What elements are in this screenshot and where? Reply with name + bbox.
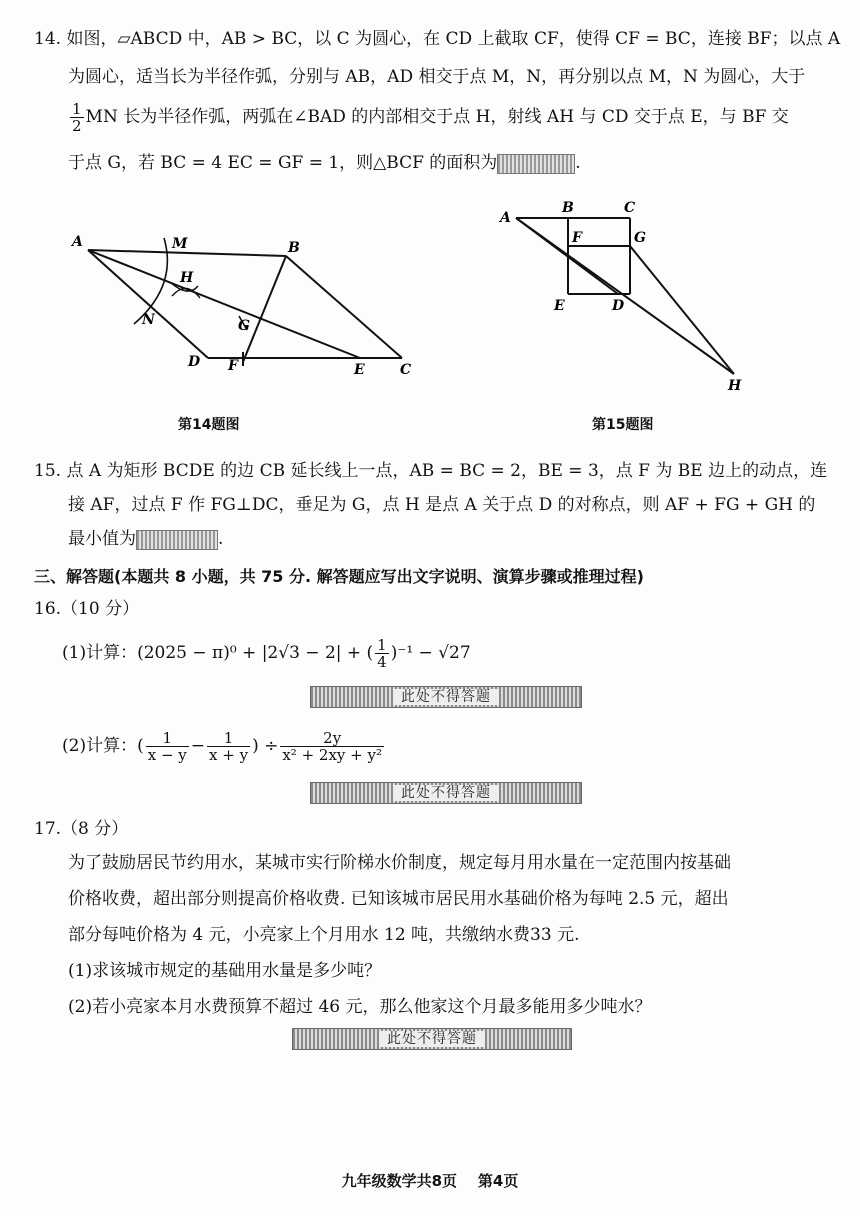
q14-line1: 14. 如图，▱ABCD 中，AB > BC，以 C 为圆心，在 CD 上截取 CF，使得 CF = BC，连接 BF；以点 A [34, 29, 841, 49]
fig15-label-c: C [624, 200, 636, 216]
figure-14 [60, 222, 420, 392]
fig15-caption: 第15题图 [592, 417, 654, 433]
fig15-label-h: H [728, 378, 742, 394]
q16-part2: (2)计算：( $\frac{1}{x - y}$ − $\frac{1}{x + y}$ ) ÷ $\frac{2y}{\text{x² + 2xy + y²}}$ [62, 729, 382, 764]
figure-15 [494, 196, 754, 396]
ray-ae [88, 250, 360, 358]
page-footer: 九年级数学共8页 第4页 [341, 1172, 519, 1190]
fig14-label-h: H [180, 270, 194, 286]
fig14-label-m: M [172, 236, 188, 252]
fig14-label-e: E [354, 362, 365, 378]
q15-line3: 最小值为 . [68, 529, 224, 549]
q16-part1: (1)计算：(2025 − π)⁰ + |2√3 − 2| + ( $\frac{1}{4}$ )⁻¹ − √27 [62, 636, 471, 671]
segment-ah [516, 218, 734, 374]
q15-line2: 接 AF，过点 F 作 FG⊥DC，垂足为 G，点 H 是点 A 关于点 D 的对称点，则 AF + FG + GH 的 [68, 495, 816, 515]
no-answer-band-2: 此处不得答题 [310, 782, 582, 804]
fig14-label-a: A [72, 234, 83, 250]
fig14-label-b: B [288, 240, 300, 256]
section-3-title: 三、解答题(本题共 8 小题，共 75 分. 解答题应写出文字说明、演算步骤或推理过程) [34, 567, 644, 586]
fig14-label-d: D [188, 354, 201, 370]
q17-line1: 为了鼓励居民节约用水，某城市实行阶梯水价制度，规定每月用水量在一定范围内按基础 [68, 853, 731, 873]
edge-bc [286, 256, 402, 358]
fig14-caption: 第14题图 [178, 417, 240, 433]
fig15-label-a: A [500, 210, 511, 226]
fig14-label-c: C [400, 362, 412, 378]
fig15-label-d: D [612, 298, 625, 314]
q14-answer-blank [497, 154, 575, 174]
q15-answer-blank [136, 530, 218, 550]
fig14-label-g: G [238, 318, 250, 334]
q16-header: 16.（10 分） [34, 599, 140, 619]
q14-fraction-half: $\frac{1}{2}$ [72, 100, 82, 135]
q15-line1: 15. 点 A 为矩形 BCDE 的边 CB 延长线上一点，AB = BC = 2，BE = 3，点 F 为 BE 边上的动点，连 [34, 461, 828, 481]
fig14-label-n: N [142, 312, 155, 328]
q14-line3: $\frac{1}{2}$ MN 长为半径作弧，两弧在∠BAD 的内部相交于点 H，射线 AH 与 CD 交于点 E，与 BF 交 [72, 100, 789, 135]
q17-sub1: (1)求该城市规定的基础用水量是多少吨？ [68, 961, 382, 981]
q14-line4: 于点 G，若 BC = 4 EC = GF = 1，则△BCF 的面积为 . [68, 153, 581, 173]
q17-header: 17.（8 分） [34, 819, 129, 839]
fig15-label-e: E [554, 298, 565, 314]
q14-line2: 为圆心，适当长为半径作弧，分别与 AB，AD 相交于点 M，N，再分别以点 M，N 为圆心，大于 [68, 67, 806, 87]
no-answer-band-3: 此处不得答题 [292, 1028, 572, 1050]
q17-line2: 价格收费，超出部分则提高价格收费. 已知该城市居民用水基础价格为每吨 2.5 元，超出 [68, 889, 729, 909]
q17-line3: 部分每吨价格为 4 元，小亮家上个月用水 12 吨，共缴纳水费33 元. [68, 925, 580, 945]
fig14-label-f: F [228, 358, 238, 374]
q17-sub2: (2)若小亮家本月水费预算不超过 46 元，那么他家这个月最多能用多少吨水？ [68, 997, 652, 1017]
segment-bf [243, 256, 286, 362]
fig15-label-b: B [562, 200, 574, 216]
edge-da [88, 250, 208, 358]
no-answer-band-1: 此处不得答题 [310, 686, 582, 708]
fig15-label-f: F [572, 230, 582, 246]
fig15-label-g: G [634, 230, 646, 246]
